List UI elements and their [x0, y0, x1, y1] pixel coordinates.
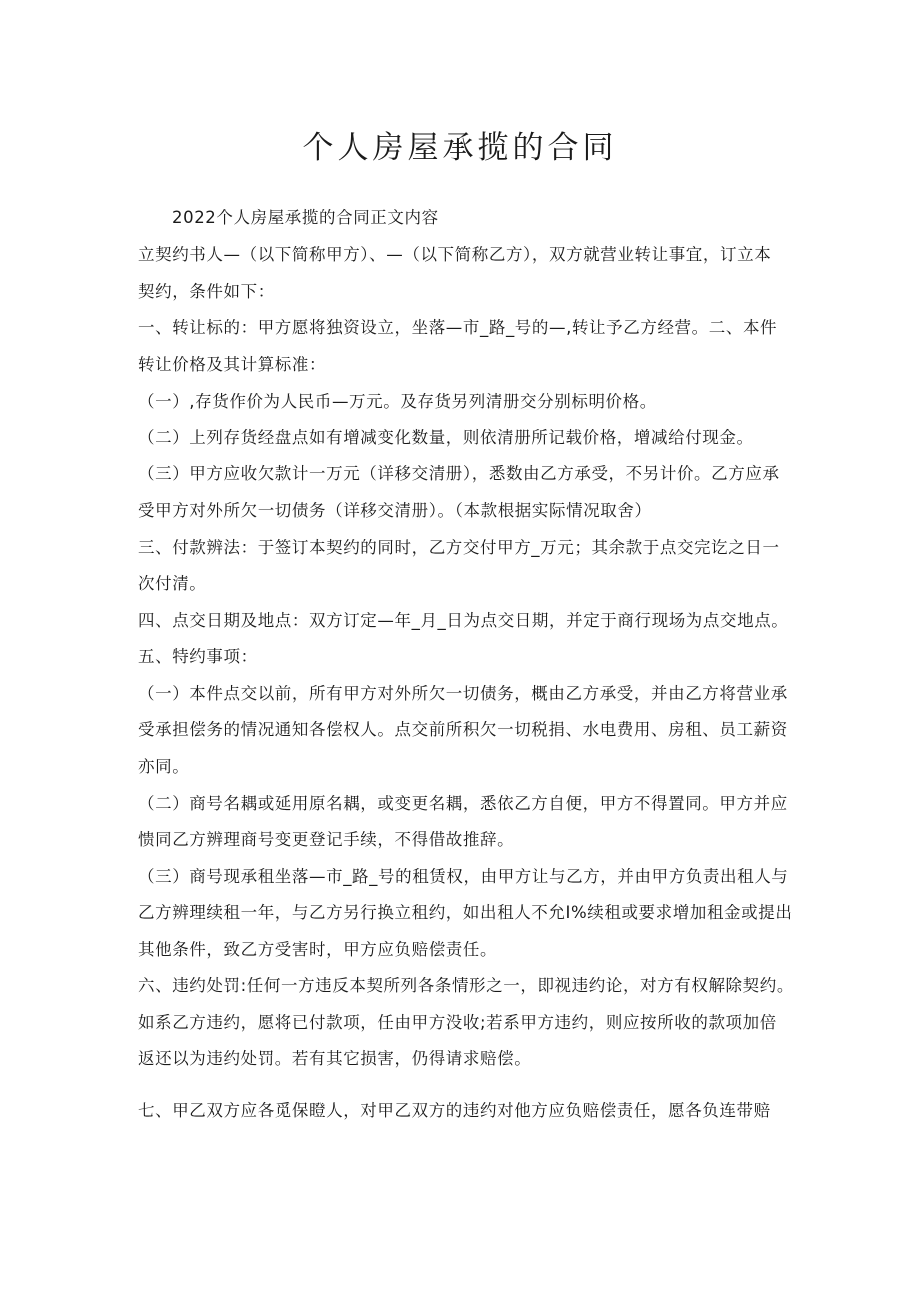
text-line: （二）上列存货经盘点如有增减变化数量，则依清册所记载价格，增减给付现金。	[138, 428, 754, 447]
text-line: 愦同乙方辨理商号变更登记手续，不得借故推辞。	[138, 830, 515, 849]
text-line: 六、违约处罚:任何一方违反本契所列各条情形之一，即视违约论，对方有权解除契约。	[138, 976, 794, 995]
text-line: （三）甲方应收欠款计一万元（详移交清册），悉数由乙方承受，不另计价。乙方应承	[138, 464, 780, 483]
text-line: （二）商号名耦或延用原名耦，或变更名耦，悉依乙方自便，甲方不得置同。甲方并应	[138, 794, 788, 813]
subtitle-line: 2022个人房屋承揽的合同正文内容	[172, 208, 439, 227]
text-line: 亦同。	[138, 757, 190, 776]
text-line: 受甲方对外所欠一切债务（详移交清册）。（本款根据实际情况取舍）	[138, 501, 652, 520]
text-line: （一）本件点交以前，所有甲方对外所欠一切债务，概由乙方承受，并由乙方将营业承	[138, 684, 788, 703]
text-line: 三、付款辨法：于签订本契约的同时，乙方交付甲方_万元；其余款于点交完讫之日一	[138, 538, 780, 557]
text-line: 一、转让标的：甲方愿将独资设立，坐落—市_路_号的—,转让予乙方经营。二、本件	[138, 318, 778, 337]
text-line: 七、甲乙双方应各觅保瞪人，对甲乙双方的违约对他方应负赔偿责任，愿各负连带赔	[138, 1101, 771, 1120]
text-line: 四、点交日期及地点：双方订定—年_月_日为点交日期，并定于商行现场为点交地点。	[138, 611, 789, 630]
text-line: 次付清。	[138, 574, 207, 593]
text-line: 受承担偿务的情况通知各偿权人。点交前所积欠一切税捐、水电费用、房租、员工薪资	[138, 720, 788, 739]
text-line: 契约，条件如下：	[138, 282, 275, 301]
text-line: 其他条件，致乙方受害时，甲方应负赔偿责任。	[138, 940, 498, 959]
text-line: （三）商号现承租坐落—市_路_号的租赁权，由甲方让与乙方，并由甲方负责出租人与	[138, 867, 789, 886]
document-title: 个人房屋承揽的合同	[302, 130, 618, 166]
text-line: 立契约书人—（以下简称甲方）、—（以下简称乙方），双方就营业转让事宜，订立本	[138, 245, 772, 264]
text-line: （一）,存货作价为人民币—万元。及存货另列清册交分别标明价格。	[138, 392, 657, 411]
text-line: 转让价格及其计算标准：	[138, 355, 327, 374]
text-line: 返还以为违约处罚。若有其它损害，仍得请求赔偿。	[138, 1049, 532, 1068]
text-line: 五、特约事项：	[138, 647, 258, 666]
text-line: 如系乙方违约，愿将已付款项，任由甲方没收;若系甲方违约，则应按所收的款项加倍	[138, 1013, 777, 1032]
text-line: 乙方辨理续租一年，与乙方另行换立租约，如出租人不允I%续租或要求增加租金或提出	[138, 903, 793, 922]
